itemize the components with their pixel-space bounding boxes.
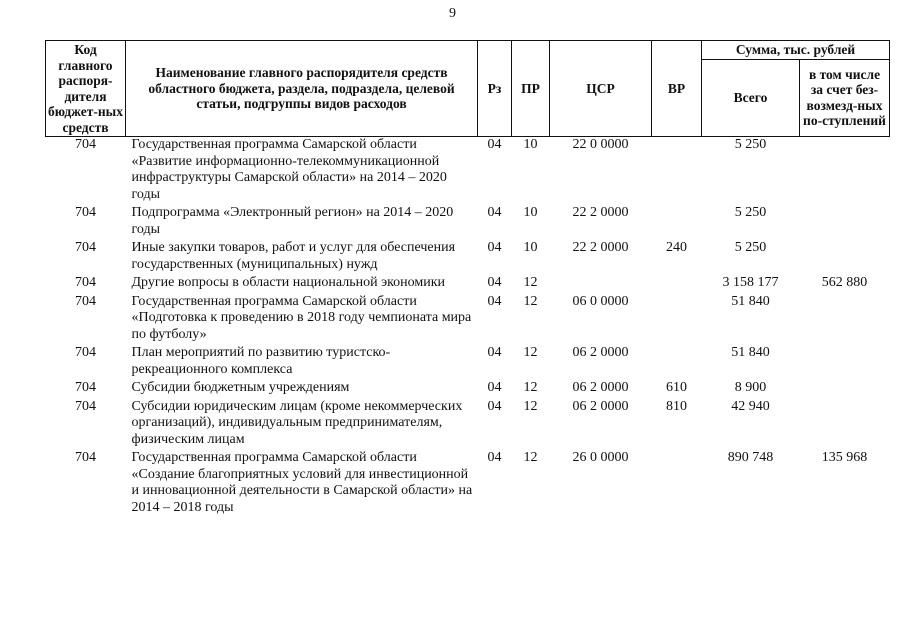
table-row [46,137,890,206]
cell-gratuitous [800,294,890,346]
cell-rz: 04 [487,275,502,290]
cell-vr [652,205,702,240]
cell-total: 890 748 [727,450,774,465]
cell-name: Субсидии бюджетным учреждениям [131,380,350,395]
table-row [46,345,890,380]
cell-code: 704 [75,293,96,309]
cell-csr [550,275,652,294]
cell-code: 704 [75,345,96,360]
cell-total: 51 840 [731,293,770,309]
cell-name: Государственная программа Самарской области «Подготовка к проведению в 2018 году чемпионата мира по футболу» [131,293,472,342]
cell-csr: 22 0 0000 [572,137,629,152]
header-amount: Сумма, тыс. рублей [702,41,890,60]
cell-total: 3 158 177 [722,275,779,290]
header-total: Всего [702,59,800,137]
cell-pr: 10 [523,240,538,255]
cell-csr: 06 2 0000 [572,345,629,360]
cell-csr: 06 2 0000 [572,398,629,414]
cell-total: 8 900 [734,380,767,395]
cell-name: Государственная программа Самарской области «Создание благоприятных условий для инвестиционной и инновационной деятельности в Самарской области» на 2014 – 2018 годы [131,450,473,515]
cell-gratuitous [800,240,890,275]
cell-csr: 26 0 0000 [572,450,629,465]
table-row [46,205,890,240]
table-row [46,399,890,451]
table-row [46,380,890,399]
header-gratuitous: в том числе за счет без-возмезд-ных по-ступлений [800,59,890,137]
cell-vr: 810 [666,398,687,414]
cell-vr: 610 [666,380,687,395]
cell-rz: 04 [487,345,502,360]
cell-name: Субсидии юридическим лицам (кроме некоммерческих организаций), индивидуальным предпринимателям, физическим лицам [131,398,463,447]
cell-pr: 10 [523,205,538,220]
cell-code: 704 [75,240,96,255]
cell-csr: 06 0 0000 [572,293,629,309]
cell-vr [652,345,702,380]
cell-csr: 06 2 0000 [572,380,629,395]
budget-table [45,40,890,518]
header-rz: Рз [478,41,512,137]
cell-rz: 04 [487,450,502,465]
cell-gratuitous [800,137,890,206]
cell-rz: 04 [487,240,502,255]
table-row [46,240,890,275]
cell-pr: 12 [523,450,538,465]
cell-code: 704 [75,450,96,465]
header-pr: ПР [512,41,550,137]
cell-rz: 04 [487,380,502,395]
cell-name: Государственная программа Самарской области «Развитие информационно-телекоммуникационной инфраструктуры Самарской области» на 2014 – 2020 годы [131,137,447,202]
cell-rz: 04 [487,293,502,309]
cell-pr: 12 [523,345,538,360]
cell-gratuitous [800,380,890,399]
header-csr: ЦСР [550,41,652,137]
cell-code: 704 [75,398,96,414]
cell-rz: 04 [487,137,502,152]
cell-gratuitous [800,205,890,240]
cell-total: 42 940 [731,398,770,414]
cell-name: Подпрограмма «Электронный регион» на 2014 – 2020 годы [131,205,454,237]
table-row [46,275,890,294]
page-number: 9 [449,6,456,21]
table-row [46,294,890,346]
cell-code: 704 [75,275,96,290]
header-vr: ВР [652,41,702,137]
cell-total: 5 250 [734,240,767,255]
cell-code: 704 [75,380,96,395]
cell-total: 5 250 [734,205,767,220]
header-code: Код главного распоря-дителя бюджет-ных средств [46,41,126,137]
cell-gratuitous: 562 880 [821,275,868,290]
cell-pr: 12 [523,380,538,395]
cell-vr [652,450,702,518]
cell-vr: 240 [666,240,687,255]
cell-csr: 22 2 0000 [572,205,629,220]
cell-rz: 04 [487,398,502,414]
cell-vr [652,275,702,294]
cell-csr: 22 2 0000 [572,240,629,255]
cell-pr: 12 [523,275,538,290]
header-name: Наименование главного распорядителя средств областного бюджета, раздела, подраздела, целевой статьи, подгруппы видов расходов [126,41,478,137]
cell-code: 704 [75,205,96,220]
table-row [46,450,890,518]
cell-code: 704 [75,137,96,152]
cell-total: 51 840 [731,345,770,360]
cell-rz: 04 [487,205,502,220]
cell-name: План мероприятий по развитию туристско-рекреационного комплекса [131,345,391,377]
cell-gratuitous [800,399,890,451]
cell-vr [652,294,702,346]
cell-pr: 12 [523,398,538,414]
cell-pr: 10 [523,137,538,152]
cell-pr: 12 [523,293,538,309]
cell-name: Иные закупки товаров, работ и услуг для обеспечения государственных (муниципальных) нужд [131,240,456,272]
cell-gratuitous: 135 968 [821,450,868,465]
cell-gratuitous [800,345,890,380]
cell-vr [652,137,702,206]
cell-name: Другие вопросы в области национальной экономики [131,275,446,290]
cell-total: 5 250 [734,137,767,152]
